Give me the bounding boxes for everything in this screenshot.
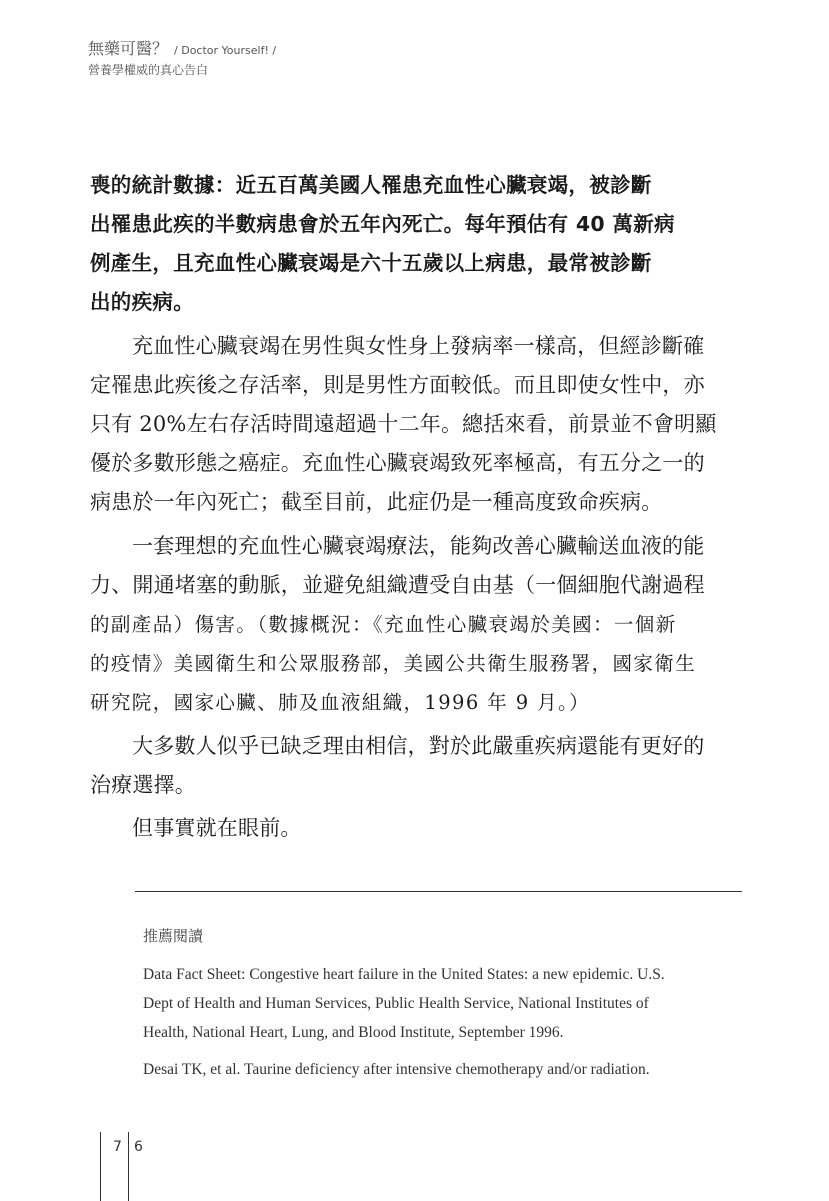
paragraph-2 — [90, 327, 744, 522]
book-subtitle: 營養學權威的真心告白 — [88, 63, 209, 77]
book-title-english: / Doctor Yourself! / — [174, 44, 277, 57]
paragraph-line: 優於多數形態之癌症。充血性心臟衰竭致死率極高，有五分之一的 — [90, 451, 705, 475]
paragraph-line: 治療選擇。 — [90, 773, 196, 797]
paragraph-line: 一套理想的充血性心臟衰竭療法，能夠改善心臟輸送血液的能 — [132, 534, 705, 558]
page-number — [100, 1132, 143, 1201]
paragraph-line: 出罹患此疾的半數病患會於五年內死亡。每年預估有 40 萬新病 — [90, 212, 675, 236]
paragraph-line: 的副產品）傷害。（數據概況：《充血性心臟衰竭於美國：一個新 — [90, 613, 677, 636]
reference-line: Health, National Heart, Lung, and Blood Institute, September 1996. — [143, 1024, 564, 1041]
page-number-digit-left: 7 — [113, 1139, 122, 1155]
paragraph-4 — [90, 727, 744, 805]
book-title-chinese: 無藥可醫？ — [88, 39, 169, 58]
paragraph-line: 喪的統計數據：近五百萬美國人罹患充血性心臟衰竭，被診斷 — [90, 173, 652, 197]
reference-line: Data Fact Sheet: Congestive heart failure in the United States: a new epidemic. U.S. — [143, 966, 665, 983]
paragraph-line: 大多數人似乎已缺乏理由相信，對於此嚴重疾病還能有更好的 — [132, 734, 705, 758]
paragraph-line: 病患於一年內死亡；截至目前，此症仍是一種高度致命疾病。 — [90, 490, 663, 514]
footer-rule-right — [128, 1132, 129, 1201]
reference-1 — [143, 960, 743, 1047]
notes-heading: 推薦閱讀 — [143, 927, 204, 945]
paragraph-line: 研究院，國家心臟、肺及血液組織，1996 年 9 月。） — [90, 691, 591, 714]
notes-divider — [135, 891, 742, 892]
book-title — [88, 38, 276, 62]
paragraph-line: 的疫情》美國衛生和公眾服務部，美國公共衛生服務署，國家衛生 — [90, 652, 697, 675]
paragraph-line: 力、開通堵塞的動脈，並避免組織遭受自由基（一個細胞代謝過程 — [90, 573, 705, 597]
recommended-reading — [143, 925, 743, 1084]
running-header — [88, 38, 276, 78]
paragraph-5 — [90, 809, 744, 848]
reference-line: Dept of Health and Human Services, Public Health Service, National Institutes of — [143, 995, 649, 1012]
paragraph-1 — [90, 166, 744, 322]
paragraph-line: 出的疾病。 — [90, 290, 194, 314]
paragraph-line: 但事實就在眼前。 — [132, 816, 302, 840]
paragraph-line: 只有 20%左右存活時間遠超過十二年。總括來看，前景並不會明顯 — [90, 412, 717, 436]
paragraph-line: 充血性心臟衰竭在男性與女性身上發病率一樣高，但經診斷確 — [132, 334, 705, 358]
reference-2 — [143, 1055, 743, 1084]
paragraph-line: 定罹患此疾後之存活率，則是男性方面較低。而且即使女性中，亦 — [90, 373, 705, 397]
paragraph-3 — [90, 527, 744, 722]
paragraph-line: 例產生，且充血性心臟衰竭是六十五歲以上病患，最常被診斷 — [90, 251, 652, 275]
reference-line: Desai TK, et al. Taurine deficiency after intensive chemotherapy and/or radiation. — [143, 1061, 650, 1078]
page-number-digit-right: 6 — [134, 1139, 143, 1155]
footer-rule-left — [100, 1132, 101, 1201]
